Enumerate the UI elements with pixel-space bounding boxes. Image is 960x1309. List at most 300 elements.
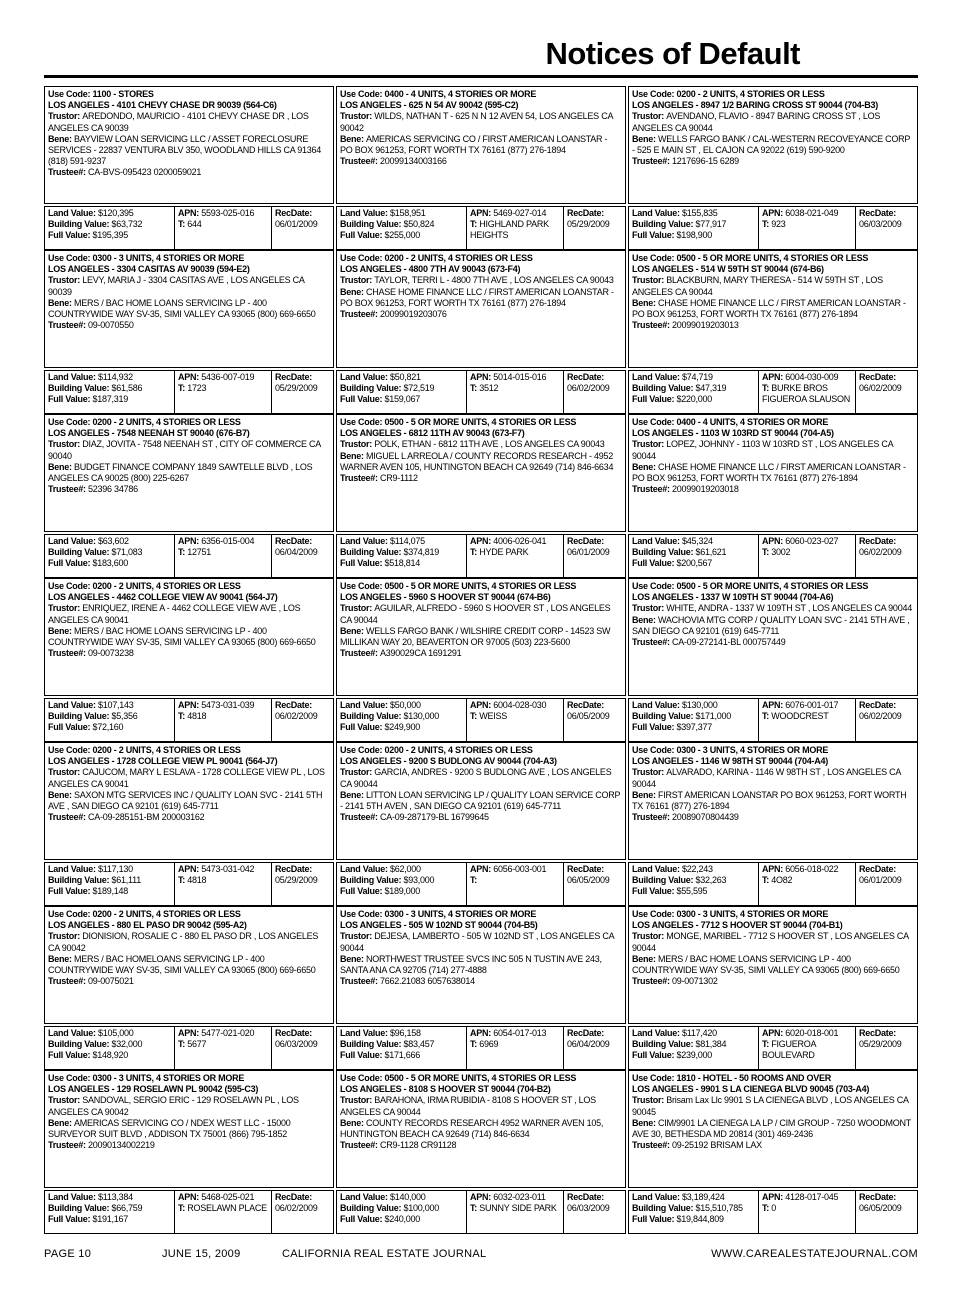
land-value: $105,000 (98, 1028, 134, 1038)
building-value-label: Building Value: (48, 383, 112, 394)
bene-value: COUNTY RECORDS RESEARCH 4952 WARNER AVEN 105, HUNTINGTON BEACH CA 92649 (714) 846-6634 (340, 1117, 604, 1140)
property-address: LOS ANGELES - 129 ROSELAWN PL 90042 (595-C3) (48, 1084, 259, 1095)
trustee-value: 1217696-15 6289 (672, 156, 739, 167)
trustee-value: 09-0070550 (88, 320, 134, 331)
apn-label: APN: (470, 700, 494, 710)
full-value-label: Full Value: (340, 722, 385, 733)
bene-value: MERS / BAC HOME LOANS SERVICING LP - 400 COUNTRYWIDE WAY SV-35, SIMI VALLEY CA 93065 (800) 669-6650 (48, 297, 316, 320)
use-code-value: 0500 - 5 OR MORE UNITS, 4 STORIES OR LESS (384, 1073, 577, 1083)
bene-label: Bene: (48, 461, 75, 472)
valuation-table (628, 1026, 918, 1070)
bene-value: NORTHWEST TRUSTEE SVCS INC 505 N TUSTIN AVE 243, SANTA ANA CA 92705 (714) 277-4888 (340, 953, 602, 976)
property-address: LOS ANGELES - 9200 S BUDLONG AV 90044 (704-A3) (340, 756, 557, 767)
use-code-label: Use Code: (632, 253, 677, 263)
notice-entry (628, 86, 918, 250)
apn-label: APN: (762, 700, 786, 710)
use-code-label: Use Code: (632, 745, 677, 755)
notice-entry (336, 578, 626, 742)
land-value: $3,189,424 (682, 1192, 725, 1202)
land-value: $113,384 (98, 1192, 133, 1202)
tract-label: T: (762, 219, 772, 230)
trustor-value: BLACKBURN, MARY THERESA - 514 W 59TH ST , LOS ANGELES CA 90044 (632, 275, 883, 297)
value-cell (337, 1191, 467, 1233)
full-value-label: Full Value: (340, 886, 385, 897)
value-cell (629, 863, 759, 905)
tract-label: T: (470, 219, 480, 230)
recdate-value: 05/29/2009 (275, 875, 318, 886)
building-value: $50,824 (403, 219, 435, 230)
building-value: $32,000 (111, 1039, 143, 1050)
full-value: $187,319 (92, 394, 129, 405)
trustor-value: ALVARADO, KARINA - 1146 W 98TH ST , LOS ANGELES CA 90044 (632, 767, 901, 789)
bene-value: LITTON LOAN SERVICING LP / QUALITY LOAN SERVICE CORP - 2141 5TH AVEN , SAN DIEGO CA 92101 (619) 645-7711 (340, 789, 621, 812)
recdate-value: 06/01/2009 (859, 875, 902, 886)
notice-details (628, 414, 918, 532)
page-title: Notices of Default (545, 36, 800, 71)
trustor-label: Trustor: (48, 111, 83, 122)
recdate-cell (856, 863, 917, 905)
trustee-value: 20099019203076 (380, 309, 447, 320)
building-value: $61,111 (111, 875, 141, 886)
full-value: $239,000 (676, 1050, 713, 1061)
value-cell (629, 371, 759, 413)
recdate-value: 06/03/2009 (859, 219, 902, 230)
full-value: $200,567 (676, 558, 713, 569)
recdate-label: RecDate: (567, 700, 605, 710)
building-value-label: Building Value: (48, 547, 112, 558)
land-value-label: Land Value: (632, 864, 683, 874)
value-cell (337, 863, 467, 905)
notice-entry (336, 250, 626, 414)
use-code-label: Use Code: (340, 909, 385, 919)
bene-label: Bene: (632, 297, 659, 308)
apn-label: APN: (178, 700, 202, 710)
building-value-label: Building Value: (632, 547, 696, 558)
tract-label: T: (470, 547, 480, 558)
full-value-label: Full Value: (340, 558, 385, 569)
land-value: $45,324 (682, 536, 713, 546)
recdate-label: RecDate: (567, 864, 605, 874)
recdate-value: 05/29/2009 (859, 1039, 902, 1050)
full-value: $183,600 (92, 558, 129, 569)
trustor-value: CAJUCOM, MARY L ESLAVA - 1728 COLLEGE VIEW PL , LOS ANGELES CA 90041 (48, 767, 325, 789)
recdate-cell (272, 863, 333, 905)
building-value: $171,000 (695, 711, 732, 722)
building-value: $5,356 (111, 711, 138, 722)
notice-details (628, 1070, 918, 1188)
apn-cell (467, 699, 564, 741)
property-address: LOS ANGELES - 880 EL PASO DR 90042 (595-A2) (48, 920, 247, 931)
apn-value: 6056-018-022 (785, 864, 839, 874)
building-value-label: Building Value: (632, 875, 696, 886)
apn-label: APN: (470, 208, 494, 218)
trustee-value: 20099019203018 (672, 484, 739, 495)
full-value: $55,595 (676, 886, 708, 897)
trustee-label: Trustee#: (340, 156, 381, 167)
use-code-value: 0300 - 3 UNITS, 4 STORIES OR MORE (92, 1073, 245, 1083)
building-value-label: Building Value: (340, 711, 404, 722)
use-code-value: 0200 - 2 UNITS, 4 STORIES OR LESS (384, 253, 533, 263)
property-address: LOS ANGELES - 1728 COLLEGE VIEW PL 90041 (564-J7) (48, 756, 278, 767)
bene-label: Bene: (340, 789, 367, 800)
trustor-value: Brisam Lax Llc 9901 S LA CIENEGA BLVD , LOS ANGELES CA 90045 (632, 1095, 909, 1117)
trustee-value: CA-BVS-095423 0200059021 (88, 167, 202, 178)
apn-value: 6054-017-013 (493, 1028, 547, 1038)
building-value: $374,819 (403, 547, 440, 558)
notice-row (44, 1070, 918, 1234)
recdate-value: 06/02/2009 (275, 1203, 318, 1214)
property-address: LOS ANGELES - 1337 W 109TH ST 90044 (704-A6) (632, 592, 834, 603)
trustor-value: WHITE, ANDRA - 1337 W 109TH ST , LOS ANGELES CA 90044 (666, 603, 912, 614)
trustor-value: DEJESA, LAMBERTO - 505 W 102ND ST , LOS ANGELES CA 90044 (340, 931, 614, 953)
trustor-label: Trustor: (48, 931, 83, 942)
trustee-value: 20099134003166 (380, 156, 447, 167)
tract-label: T: (762, 711, 772, 722)
bene-value: MERS / BAC HOME LOANS SERVICING LP - 400 COUNTRYWIDE WAY SV-35, SIMI VALLEY CA 93065 (800) 669-6650 (632, 953, 900, 976)
trustor-value: DIONISION, ROSALIE C - 880 EL PASO DR , LOS ANGELES CA 90042 (48, 931, 319, 953)
recdate-value: 06/05/2009 (567, 711, 610, 722)
apn-cell (175, 1191, 272, 1233)
use-code-label: Use Code: (48, 581, 93, 591)
notice-details (628, 742, 918, 860)
apn-label: APN: (762, 1192, 786, 1202)
trustor-value: GARCIA, ANDRES - 9200 S BUDLONG AVE , LOS ANGELES CA 90044 (340, 767, 612, 789)
use-code-value: 0300 - 3 UNITS, 4 STORIES OR MORE (384, 909, 537, 919)
recdate-cell (564, 1191, 625, 1233)
trustee-value: CA-09-285151-BM 200003162 (88, 812, 205, 823)
bene-label: Bene: (48, 133, 75, 144)
notice-details (336, 1070, 626, 1188)
building-value-label: Building Value: (340, 1039, 404, 1050)
bene-value: CHASE HOME FINANCE LLC / FIRST AMERICAN LOANSTAR - PO BOX 961253, FORT WORTH TX 76161 (877) 276-1894 (632, 461, 906, 484)
land-value: $114,932 (98, 372, 133, 382)
building-value-label: Building Value: (340, 875, 404, 886)
valuation-table (628, 206, 918, 250)
notices-grid (44, 86, 918, 1234)
apn-value: 4128-017-045 (785, 1192, 839, 1202)
recdate-label: RecDate: (275, 1028, 313, 1038)
bene-value: MERS / BAC HOMELOANS SERVICING LP - 400 COUNTRYWIDE WAY SV-35, SIMI VALLEY CA 93065 (800) 669-6650 (48, 953, 316, 976)
tract-label: T: (762, 1203, 772, 1214)
notice-details (336, 906, 626, 1024)
notice-entry (628, 250, 918, 414)
valuation-table (628, 534, 918, 578)
valuation-table (44, 698, 334, 742)
full-value-label: Full Value: (632, 886, 677, 897)
valuation-table (628, 370, 918, 414)
use-code-label: Use Code: (632, 581, 677, 591)
land-value: $155,835 (682, 208, 718, 218)
trustee-value: 09-25192 BRISAM LAX (672, 1140, 762, 1151)
trustee-value: CR9-1112 (380, 473, 418, 484)
recdate-value: 06/01/2009 (567, 547, 610, 558)
recdate-label: RecDate: (859, 1192, 897, 1202)
tract-value: 4818 (187, 875, 207, 886)
use-code-label: Use Code: (340, 581, 385, 591)
value-cell (45, 1191, 175, 1233)
tract-label: T: (178, 711, 188, 722)
apn-cell (759, 863, 856, 905)
notice-entry (44, 906, 334, 1070)
value-cell (45, 371, 175, 413)
trustor-label: Trustor: (48, 1095, 83, 1106)
full-value: $518,814 (384, 558, 421, 569)
trustee-label: Trustee#: (340, 648, 381, 659)
property-address: LOS ANGELES - 5960 S HOOVER ST 90044 (674-B6) (340, 592, 551, 603)
tract-label: T: (178, 219, 188, 230)
use-code-label: Use Code: (48, 89, 93, 99)
use-code-label: Use Code: (632, 909, 677, 919)
recdate-value: 06/01/2009 (275, 219, 318, 230)
recdate-label: RecDate: (859, 864, 897, 874)
notice-details (44, 414, 334, 532)
apn-cell (759, 1191, 856, 1233)
recdate-cell (564, 371, 625, 413)
title-rule (44, 75, 918, 78)
full-value-label: Full Value: (632, 722, 677, 733)
tract-value: ROSELAWN PLACE (187, 1203, 267, 1214)
recdate-value: 06/02/2009 (859, 547, 902, 558)
land-value-label: Land Value: (632, 208, 683, 218)
use-code-label: Use Code: (340, 253, 385, 263)
page-footer (44, 1248, 918, 1264)
bene-label: Bene: (632, 1117, 659, 1128)
full-value: $397,377 (676, 722, 713, 733)
tract-value: 4O82 (771, 875, 793, 886)
apn-label: APN: (470, 1192, 494, 1202)
notice-details (336, 86, 626, 204)
apn-value: 5593-025-016 (201, 208, 255, 218)
trustee-label: Trustee#: (632, 320, 673, 331)
notice-entry (336, 906, 626, 1070)
trustee-label: Trustee#: (632, 812, 673, 823)
use-code-value: 0500 - 5 OR MORE UNITS, 4 STORIES OR LESS (676, 581, 869, 591)
apn-cell (175, 1027, 272, 1069)
use-code-value: 0300 - 3 UNITS, 4 STORIES OR MORE (676, 909, 829, 919)
land-value-label: Land Value: (48, 700, 99, 710)
value-cell (629, 1027, 759, 1069)
tract-value: HIGHLAND PARK HEIGHTS (470, 219, 549, 241)
trustor-value: BARAHONA, IRMA RUBIDIA - 8108 S HOOVER ST , LOS ANGELES CA 90044 (340, 1095, 596, 1117)
trustee-value: A390029CA 1691291 (380, 648, 462, 659)
recdate-cell (856, 535, 917, 577)
recdate-cell (856, 371, 917, 413)
valuation-table (336, 370, 626, 414)
valuation-table (628, 698, 918, 742)
trustor-label: Trustor: (632, 111, 667, 122)
recdate-label: RecDate: (859, 700, 897, 710)
full-value: $148,920 (92, 1050, 129, 1061)
trustor-label: Trustor: (48, 439, 83, 450)
notice-details (628, 86, 918, 204)
land-value: $117,130 (98, 864, 133, 874)
building-value-label: Building Value: (340, 547, 404, 558)
recdate-value: 06/02/2009 (859, 711, 902, 722)
full-value-label: Full Value: (632, 230, 677, 241)
use-code-label: Use Code: (48, 253, 93, 263)
tract-label: T: (470, 1203, 480, 1214)
building-value: $72,519 (403, 383, 435, 394)
full-value: $171,666 (384, 1050, 421, 1061)
tract-value: 3002 (771, 547, 791, 558)
footer-website-link[interactable]: WWW.CAREALESTATEJOURNAL.COM (711, 1248, 918, 1260)
land-value-label: Land Value: (632, 700, 683, 710)
full-value-label: Full Value: (632, 1214, 677, 1225)
valuation-table (336, 1190, 626, 1234)
bene-label: Bene: (340, 133, 367, 144)
apn-cell (467, 371, 564, 413)
full-value: $189,000 (384, 886, 421, 897)
tract-label: T: (178, 1203, 188, 1214)
land-value-label: Land Value: (340, 372, 391, 382)
notice-entry (628, 906, 918, 1070)
apn-label: APN: (470, 372, 494, 382)
recdate-cell (856, 1027, 917, 1069)
building-value-label: Building Value: (340, 219, 404, 230)
use-code-value: 0500 - 5 OR MORE UNITS, 4 STORIES OR LESS (676, 253, 869, 263)
tract-value: WOODCREST (771, 711, 829, 722)
notice-entry (336, 1070, 626, 1234)
full-value-label: Full Value: (48, 394, 93, 405)
property-address: LOS ANGELES - 4462 COLLEGE VIEW AV 90041 (564-J7) (48, 592, 278, 603)
full-value-label: Full Value: (340, 230, 385, 241)
trustor-label: Trustor: (340, 275, 375, 286)
notice-row (44, 414, 918, 578)
value-cell (45, 699, 175, 741)
tract-label: T: (762, 875, 772, 886)
trustor-label: Trustor: (632, 767, 667, 778)
apn-label: APN: (470, 1028, 494, 1038)
trustee-value: 09-0073238 (88, 648, 134, 659)
use-code-value: 0200 - 2 UNITS, 4 STORIES OR LESS (92, 745, 241, 755)
land-value: $74,719 (682, 372, 713, 382)
notice-row (44, 906, 918, 1070)
full-value-label: Full Value: (632, 558, 677, 569)
trustee-value: 20090134002219 (88, 1140, 155, 1151)
tract-label: T: (470, 711, 480, 722)
notice-details (44, 742, 334, 860)
use-code-value: 0200 - 2 UNITS, 4 STORIES OR LESS (92, 909, 241, 919)
land-value-label: Land Value: (340, 1192, 391, 1202)
trustor-label: Trustor: (632, 275, 667, 286)
land-value: $158,951 (390, 208, 426, 218)
bene-value: CHASE HOME FINANCE LLC / FIRST AMERICAN LOANSTAR - PO BOX 961253, FORT WORTH TX 76161 (877) 276-1894 (340, 286, 614, 308)
building-value: $61,586 (111, 383, 143, 394)
apn-cell (759, 1027, 856, 1069)
building-value: $130,000 (403, 711, 440, 722)
value-cell (45, 207, 175, 249)
notice-row (44, 250, 918, 414)
property-address: LOS ANGELES - 8947 1/2 BARING CROSS ST 90044 (704-B3) (632, 100, 879, 111)
building-value-label: Building Value: (340, 383, 404, 394)
apn-label: APN: (762, 536, 786, 546)
tract-value: 12751 (187, 547, 212, 558)
land-value: $63,602 (98, 536, 129, 546)
use-code-label: Use Code: (48, 1073, 93, 1083)
use-code-label: Use Code: (632, 89, 677, 99)
use-code-value: 0400 - 4 UNITS, 4 STORIES OR MORE (384, 89, 537, 99)
apn-value: 6032-023-011 (493, 1192, 546, 1202)
recdate-cell (272, 1191, 333, 1233)
apn-value: 5469-027-014 (493, 208, 547, 218)
building-value-label: Building Value: (48, 711, 112, 722)
trustor-label: Trustor: (632, 603, 667, 614)
land-value: $50,000 (390, 700, 421, 710)
use-code-value: 0200 - 2 UNITS, 4 STORIES OR LESS (676, 89, 825, 99)
trustor-value: TAYLOR, TERRI L - 4800 7TH AVE , LOS ANGELES CA 90043 (374, 275, 614, 286)
property-address: LOS ANGELES - 1146 W 98TH ST 90044 (704-A4) (632, 756, 828, 767)
use-code-value: 0300 - 3 UNITS, 4 STORIES OR MORE (676, 745, 829, 755)
building-value: $66,759 (111, 1203, 143, 1214)
recdate-cell (564, 535, 625, 577)
apn-value: 6076-001-017 (785, 700, 839, 710)
trustee-label: Trustee#: (48, 167, 89, 178)
building-value: $32,263 (695, 875, 727, 886)
valuation-table (336, 1026, 626, 1070)
valuation-table (628, 862, 918, 906)
bene-value: AMERICAS SERVICING CO / FIRST AMERICAN LOANSTAR - PO BOX 961253, FORT WORTH TX 76161 (877) 276-1894 (340, 133, 608, 156)
footer-page-number: PAGE 10 (44, 1248, 92, 1260)
trustee-value: 7662.21083 6057638014 (380, 976, 475, 987)
apn-label: APN: (762, 208, 786, 218)
trustee-label: Trustee#: (632, 484, 673, 495)
trustee-label: Trustee#: (340, 812, 381, 823)
apn-label: APN: (178, 372, 202, 382)
trustor-label: Trustor: (632, 439, 667, 450)
building-value: $71,083 (111, 547, 143, 558)
recdate-value: 06/02/2009 (275, 711, 318, 722)
trustor-value: AVENDANO, FLAVIO - 8947 BARING CROSS ST , LOS ANGELES CA 90044 (632, 111, 881, 133)
trustor-label: Trustor: (340, 931, 375, 942)
bene-value: BUDGET FINANCE COMPANY 1849 SAWTELLE BLVD , LOS ANGELES CA 90025 (800) 225-6267 (48, 461, 313, 484)
building-value-label: Building Value: (632, 1203, 696, 1214)
trustee-label: Trustee#: (340, 473, 381, 484)
land-value-label: Land Value: (632, 1192, 683, 1202)
recdate-value: 06/04/2009 (567, 1039, 610, 1050)
building-value-label: Building Value: (632, 711, 696, 722)
valuation-table (44, 370, 334, 414)
bene-label: Bene: (340, 953, 367, 964)
apn-label: APN: (762, 864, 786, 874)
notice-entry (44, 86, 334, 250)
bene-value: FIRST AMERICAN LOANSTAR PO BOX 961253, FORT WORTH TX 76161 (877) 276-1894 (632, 789, 907, 812)
recdate-cell (564, 207, 625, 249)
tract-value: 6969 (479, 1039, 499, 1050)
trustee-value: CA-09-287179-BL 16799645 (380, 812, 489, 823)
full-value: $220,000 (676, 394, 713, 405)
bene-label: Bene: (48, 297, 75, 308)
trustee-label: Trustee#: (48, 320, 89, 331)
recdate-cell (564, 699, 625, 741)
trustee-value: CR9-1128 CR91128 (380, 1140, 457, 1151)
recdate-value: 06/02/2009 (567, 383, 610, 394)
building-value: $81,384 (695, 1039, 727, 1050)
bene-label: Bene: (340, 625, 367, 636)
recdate-cell (856, 207, 917, 249)
bene-label: Bene: (632, 461, 659, 472)
apn-cell (175, 699, 272, 741)
trustee-value: 20099019203013 (672, 320, 739, 331)
recdate-label: RecDate: (567, 536, 605, 546)
apn-cell (759, 207, 856, 249)
trustee-label: Trustee#: (340, 309, 381, 320)
apn-value: 5468-025-021 (201, 1192, 255, 1202)
bene-label: Bene: (632, 614, 659, 625)
land-value: $140,000 (390, 1192, 426, 1202)
property-address: LOS ANGELES - 9901 S LA CIENEGA BLVD 90045 (703-A4) (632, 1084, 870, 1095)
trustee-label: Trustee#: (340, 976, 381, 987)
tract-label: T: (762, 1039, 772, 1050)
